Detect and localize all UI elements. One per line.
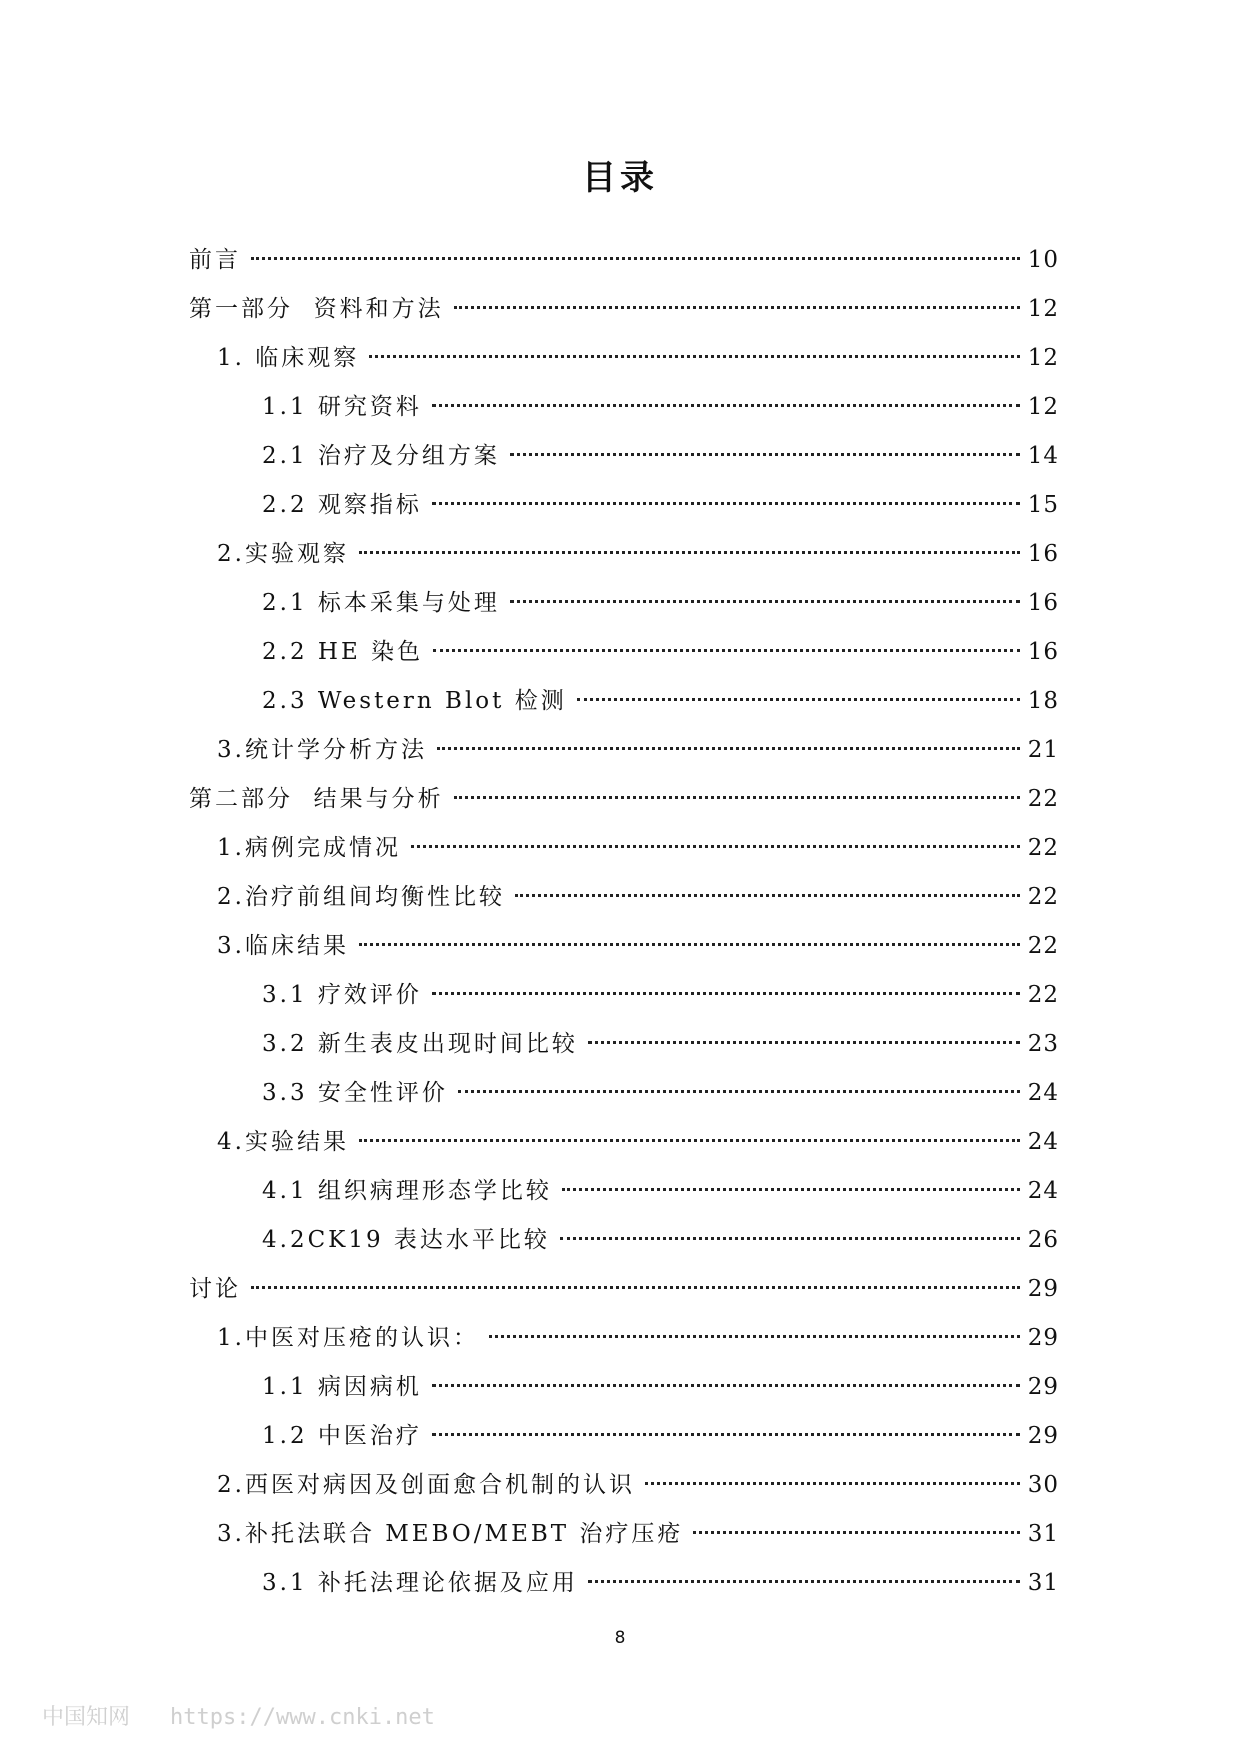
toc-dot-leader	[458, 1090, 1020, 1093]
toc-entry[interactable]	[189, 489, 1059, 538]
toc-entry[interactable]	[189, 1469, 1059, 1518]
page-title: 目录	[582, 158, 658, 198]
toc-entry-label: 3.统计学分析方法	[217, 737, 427, 763]
toc-entry-page: 31	[1027, 1521, 1059, 1547]
toc-dot-leader	[369, 355, 1019, 358]
toc-entry-label: 4.实验结果	[217, 1129, 349, 1155]
toc-entry-page: 24	[1027, 1178, 1059, 1204]
toc-dot-leader	[251, 1286, 1020, 1289]
toc-dot-leader	[588, 1041, 1020, 1044]
toc-dot-leader	[560, 1237, 1020, 1240]
toc-entry-page: 22	[1027, 835, 1059, 861]
toc-entry[interactable]	[189, 391, 1059, 440]
toc-dot-leader	[577, 698, 1020, 701]
toc-entry-page: 12	[1027, 345, 1059, 371]
toc-entry[interactable]	[189, 1077, 1059, 1126]
toc-dot-leader	[432, 404, 1020, 407]
toc-entry[interactable]	[189, 832, 1059, 881]
toc-entry-label: 3.临床结果	[217, 933, 349, 959]
toc-entry-label: 第二部分 结果与分析	[189, 786, 444, 812]
toc-entry-label: 3.2 新生表皮出现时间比较	[262, 1031, 578, 1057]
toc-dot-leader	[588, 1580, 1020, 1583]
toc-entry[interactable]	[189, 244, 1059, 293]
toc-entry-page: 15	[1027, 492, 1059, 518]
toc-entry-label: 3.补托法联合 MEBO/MEBT 治疗压疮	[217, 1521, 684, 1547]
toc-entry[interactable]	[189, 1175, 1059, 1224]
toc-entry-page: 23	[1027, 1031, 1059, 1057]
toc-dot-leader	[251, 257, 1020, 260]
toc-dot-leader	[359, 551, 1020, 554]
toc-entry[interactable]	[189, 1322, 1059, 1371]
toc-entry-label: 2.2 HE 染色	[262, 639, 424, 665]
toc-entry-page: 22	[1027, 982, 1059, 1008]
toc-entry[interactable]	[189, 293, 1059, 342]
toc-entry[interactable]	[189, 342, 1059, 391]
toc-entry-label: 讨论	[189, 1276, 241, 1302]
toc-entry-label: 1.1 病因病机	[262, 1374, 422, 1400]
toc-entry-label: 3.1 补托法理论依据及应用	[262, 1570, 578, 1596]
toc-entry-label: 2.1 标本采集与处理	[262, 590, 500, 616]
watermark-url: https://www.cnki.net	[170, 1705, 435, 1730]
toc-dot-leader	[432, 1384, 1020, 1387]
toc-entry-page: 22	[1027, 884, 1059, 910]
toc-entry-page: 22	[1027, 933, 1059, 959]
toc-entry-page: 29	[1027, 1374, 1059, 1400]
toc-dot-leader	[359, 1139, 1020, 1142]
toc-dot-leader	[562, 1188, 1020, 1191]
toc-entry-label: 第一部分 资料和方法	[189, 296, 444, 322]
toc-entry-label: 1.2 中医治疗	[262, 1423, 422, 1449]
toc-entry-label: 1.1 研究资料	[262, 394, 422, 420]
watermark	[42, 1700, 435, 1731]
toc-entry-page: 10	[1027, 247, 1059, 273]
toc-entry-page: 16	[1027, 541, 1059, 567]
toc-entry[interactable]	[189, 734, 1059, 783]
toc-entry-page: 16	[1027, 639, 1059, 665]
toc-dot-leader	[515, 894, 1020, 897]
toc-entry-label: 前言	[189, 247, 241, 273]
toc-entry[interactable]	[189, 1028, 1059, 1077]
toc-entry-label: 2.西医对病因及创面愈合机制的认识	[217, 1472, 635, 1498]
toc-dot-leader	[693, 1531, 1019, 1534]
toc-entry-label: 4.1 组织病理形态学比较	[262, 1178, 552, 1204]
toc-entry-page: 21	[1027, 737, 1059, 763]
toc-entry-label: 3.3 安全性评价	[262, 1080, 448, 1106]
toc-entry[interactable]	[189, 930, 1059, 979]
toc-entry-label: 2.3 Western Blot 检测	[262, 688, 567, 714]
toc-dot-leader	[411, 845, 1020, 848]
toc-entry-page: 16	[1027, 590, 1059, 616]
toc-entry-page: 12	[1027, 394, 1059, 420]
toc-entry[interactable]	[189, 685, 1059, 734]
toc-dot-leader	[432, 1433, 1020, 1436]
toc-entry-page: 12	[1027, 296, 1059, 322]
toc-entry-label: 3.1 疗效评价	[262, 982, 422, 1008]
toc-entry-label: 2.2 观察指标	[262, 492, 422, 518]
toc-dot-leader	[432, 502, 1020, 505]
toc-entry-page: 31	[1027, 1570, 1059, 1596]
toc-entry-page: 22	[1027, 786, 1059, 812]
toc-entry[interactable]	[189, 538, 1059, 587]
toc-dot-leader	[454, 796, 1020, 799]
toc-dot-leader	[433, 649, 1020, 652]
toc-entry-page: 24	[1027, 1129, 1059, 1155]
toc-entry[interactable]	[189, 1518, 1059, 1567]
toc-dot-leader	[510, 600, 1020, 603]
toc-entry[interactable]	[189, 587, 1059, 636]
toc-entry[interactable]	[189, 1420, 1059, 1469]
toc-dot-leader	[359, 943, 1020, 946]
toc-dot-leader	[489, 1335, 1020, 1338]
toc-entry-page: 14	[1027, 443, 1059, 469]
toc-entry[interactable]	[189, 1126, 1059, 1175]
toc-entry-label: 1.中医对压疮的认识：	[217, 1325, 479, 1351]
table-of-contents	[189, 244, 1059, 1616]
toc-entry[interactable]	[189, 783, 1059, 832]
toc-dot-leader	[510, 453, 1020, 456]
toc-entry[interactable]	[189, 979, 1059, 1028]
toc-dot-leader	[432, 992, 1020, 995]
toc-entry[interactable]	[189, 636, 1059, 685]
toc-entry-page: 26	[1027, 1227, 1059, 1253]
page-number: 8	[614, 1628, 626, 1648]
toc-entry-page: 29	[1027, 1325, 1059, 1351]
toc-entry-label: 1. 临床观察	[217, 345, 360, 371]
toc-dot-leader	[454, 306, 1020, 309]
toc-entry[interactable]	[189, 881, 1059, 930]
toc-entry-label: 2.治疗前组间均衡性比较	[217, 884, 505, 910]
toc-entry-label: 2.1 治疗及分组方案	[262, 443, 500, 469]
toc-entry-page: 30	[1027, 1472, 1059, 1498]
toc-entry-label: 4.2CK19 表达水平比较	[262, 1227, 550, 1253]
toc-entry[interactable]	[189, 1273, 1059, 1322]
toc-dot-leader	[645, 1482, 1020, 1485]
watermark-brand: 中国知网	[42, 1705, 131, 1730]
toc-entry-page: 29	[1027, 1276, 1059, 1302]
toc-entry-label: 1.病例完成情况	[217, 835, 401, 861]
toc-entry[interactable]	[189, 1224, 1059, 1273]
toc-entry[interactable]	[189, 440, 1059, 489]
toc-entry-page: 24	[1027, 1080, 1059, 1106]
toc-entry[interactable]	[189, 1567, 1059, 1616]
toc-entry-page: 29	[1027, 1423, 1059, 1449]
toc-entry[interactable]	[189, 1371, 1059, 1420]
toc-entry-label: 2.实验观察	[217, 541, 349, 567]
toc-entry-page: 18	[1027, 688, 1059, 714]
toc-dot-leader	[437, 747, 1020, 750]
